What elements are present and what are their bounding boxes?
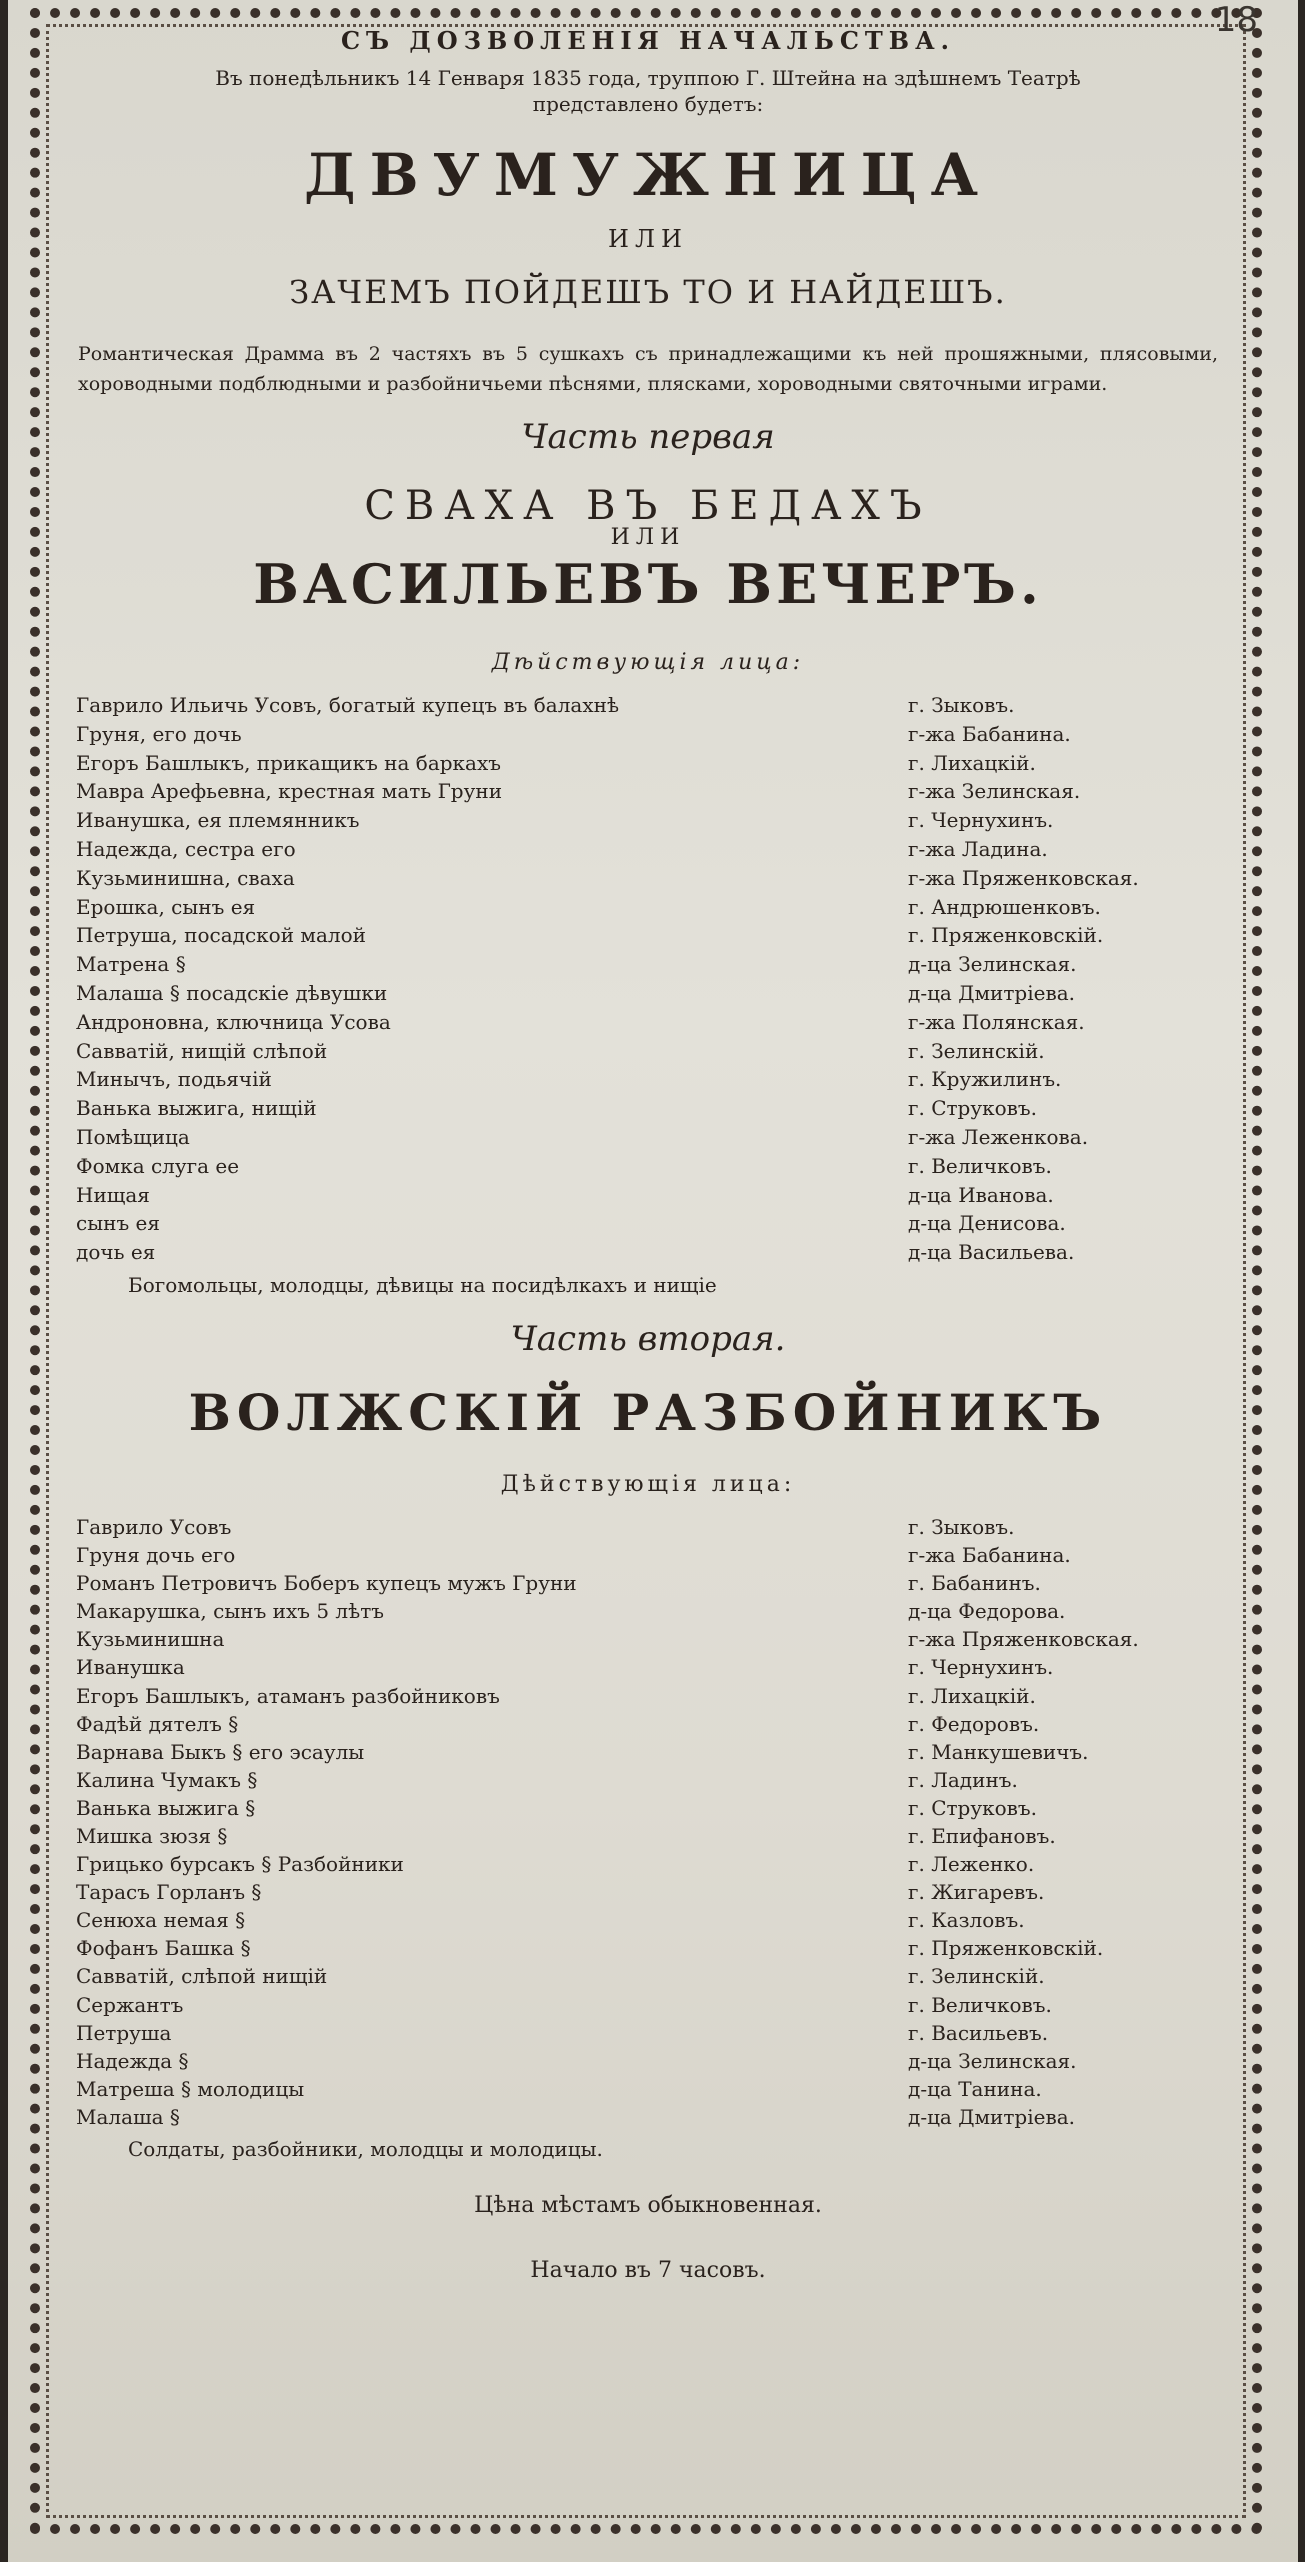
cast-actor: г. Чернухинъ.	[908, 808, 1054, 833]
cast-actor: г. Кружилинъ.	[908, 1067, 1062, 1092]
cast-row	[68, 1154, 1228, 1183]
cast-role: Андроновна, ключница Усова	[76, 1009, 391, 1034]
cast-role: дочь ея	[76, 1240, 156, 1265]
cast-row	[68, 1571, 1228, 1599]
cast-role: Груня дочь его	[76, 1543, 236, 1568]
cast-row	[68, 1936, 1228, 1964]
cast-role: Сенюха немая §	[76, 1908, 246, 1933]
cast-actor: г-жа Пряженковская.	[908, 865, 1139, 890]
part-two-extras: Солдаты, разбойники, молодцы и молодицы.	[128, 2137, 603, 2161]
cast-row	[68, 1796, 1228, 1824]
cast-role: Савватій, слѣпой нищій	[76, 1964, 328, 1989]
part-two-title: ВОЛЖСКІЙ РАЗБОЙНИКЪ	[188, 1382, 1108, 1442]
cast-role: Надежда, сестра его	[76, 836, 296, 861]
cast-row	[68, 1684, 1228, 1712]
cast-role: Кузьминишна, сваха	[76, 865, 295, 890]
cast-actor: г. Жигаревъ.	[908, 1880, 1045, 1905]
cast-actor: г. Пряженковскій.	[908, 1936, 1104, 1961]
cast-role: Гаврило Ильичь Усовъ, богатый купецъ въ балахнѣ	[76, 693, 620, 717]
cast-row	[68, 952, 1228, 981]
cast-role: Фофанъ Башка §	[76, 1936, 251, 1961]
cast-role: Сержантъ	[76, 1992, 184, 2017]
cast-actor: г. Струковъ.	[908, 1096, 1038, 1121]
part-two-cast-list	[68, 1515, 1228, 2133]
intro-line-2: представлено будетъ:	[532, 92, 764, 116]
cast-row	[68, 693, 1228, 722]
cast-role: Ерошка, сынъ ея	[76, 894, 256, 919]
cast-row	[68, 923, 1228, 952]
intro-text	[68, 65, 1228, 117]
cast-actor: г. Величковъ.	[908, 1992, 1052, 2017]
part-two-label: Часть вторая.	[510, 1318, 786, 1359]
cast-actor: г. Лихацкій.	[908, 750, 1036, 775]
permission-line: СЪ ДОЗВОЛЕНІЯ НАЧАЛЬСТВА.	[341, 26, 955, 55]
cast-role: Ванька выжига, нищій	[76, 1096, 317, 1121]
cast-actor: г. Струковъ.	[908, 1795, 1038, 1820]
cast-role: Нищая	[76, 1182, 150, 1207]
cast-role: Матрена §	[76, 952, 186, 977]
cast-role: Мавра Арефьевна, крестная мать Груни	[76, 779, 503, 804]
cast-row	[68, 1655, 1228, 1683]
folio-number: 18	[1214, 0, 1258, 40]
cast-actor: г. Ладинъ.	[908, 1767, 1018, 1792]
cast-actor: г. Лихацкій.	[908, 1683, 1036, 1708]
cast-row	[68, 1908, 1228, 1936]
cast-role: Фомка слуга ее	[76, 1153, 240, 1178]
part-one-extras: Богомольцы, молодцы, дѣвицы на посидѣлкахъ и нищіе	[128, 1272, 717, 1297]
cast-role: Фадѣй дятелъ §	[76, 1711, 239, 1736]
cast-row	[68, 1964, 1228, 1992]
part-one-cast-heading: Дѣйствующія лица:	[491, 650, 805, 675]
part-two-cast-heading: Дѣйствующія лица:	[500, 1471, 796, 1497]
cast-role: Иванушка	[76, 1655, 185, 1680]
part-one-title: СВАХА ВЪ БЕДАХЪ	[364, 483, 932, 529]
cast-actor: г-жа Бабанина.	[908, 1543, 1071, 1568]
cast-row	[68, 751, 1228, 780]
cast-role: Матреша § молодицы	[76, 2076, 305, 2101]
start-time: Начало въ 7 часовъ.	[530, 2258, 766, 2283]
cast-role: Петруша, посадской малой	[76, 923, 366, 948]
cast-row	[68, 1627, 1228, 1655]
cast-row	[68, 981, 1228, 1010]
cast-role: Малаша §	[76, 2104, 180, 2129]
cast-row	[68, 1096, 1228, 1125]
cast-actor: г. Зелинскій.	[908, 1038, 1045, 1063]
cast-row	[68, 1543, 1228, 1571]
cast-row	[68, 1880, 1228, 1908]
cast-row	[68, 1712, 1228, 1740]
cast-role: Егоръ Башлыкъ, атаманъ разбойниковъ	[76, 1683, 500, 1708]
or-separator: ИЛИ	[608, 225, 688, 253]
cast-row	[68, 866, 1228, 895]
cast-row	[68, 2105, 1228, 2133]
cast-role: Варнава Быкъ § его эсаулы	[76, 1739, 365, 1764]
cast-row	[68, 1125, 1228, 1154]
cast-role: Грицько бурсакъ § Разбойники	[76, 1852, 404, 1877]
cast-actor: д-ца Денисова.	[908, 1211, 1066, 1236]
cast-actor: г-жа Леженкова.	[908, 1124, 1089, 1149]
cast-actor: д-ца Федорова.	[908, 1599, 1066, 1624]
cast-row	[68, 1067, 1228, 1096]
cast-role: Романъ Петровичъ Боберъ купецъ мужъ Груни	[76, 1571, 577, 1596]
cast-actor: г. Епифановъ.	[908, 1823, 1056, 1848]
part-one-subtitle: ВАСИЛЬЕВЪ ВЕЧЕРЪ.	[253, 552, 1043, 616]
ticket-price: Цѣна мѣстамъ обыкновенная.	[474, 2193, 822, 2218]
part-one-label: Часть первая	[521, 417, 775, 457]
cast-row	[68, 1515, 1228, 1543]
cast-row	[68, 2021, 1228, 2049]
cast-role: Ванька выжига §	[76, 1795, 256, 1820]
cast-actor: г. Пряженковскій.	[908, 923, 1104, 948]
play-title: ДВУМУЖНИЦА	[304, 141, 992, 209]
cast-actor: г. Казловъ.	[908, 1908, 1025, 1933]
cast-role: Кузьминишна	[76, 1627, 225, 1652]
cast-actor: г-жа Ладина.	[908, 836, 1048, 861]
part-one-cast-list	[68, 693, 1228, 1269]
cast-role: Тарасъ Горланъ §	[76, 1880, 262, 1905]
cast-role: Мишка зюзя §	[76, 1823, 228, 1848]
cast-actor: г. Зыковъ.	[908, 693, 1015, 717]
cast-role: Малаша § посадскіе дѣвушки	[76, 980, 388, 1005]
cast-role: Петруша	[76, 2020, 172, 2045]
cast-row	[68, 1599, 1228, 1627]
cast-row	[68, 779, 1228, 808]
cast-row	[68, 1240, 1228, 1269]
cast-role: Гаврило Усовъ	[76, 1514, 232, 1539]
cast-actor: г. Чернухинъ.	[908, 1655, 1054, 1680]
cast-row	[68, 1740, 1228, 1768]
cast-role: Помѣщица	[76, 1124, 190, 1149]
cast-row	[68, 2049, 1228, 2077]
playbill-sheet	[8, 0, 1298, 2562]
genre-description: Романтическая Драмма въ 2 частяхъ въ 5 сушкахъ съ принадлежащими къ ней прошяжными, плясовыми, хороводными подблюдными и разбойничьеми пѣснями, плясками, хороводными святочными играми.	[78, 343, 1218, 395]
cast-actor: г. Андрюшенковъ.	[908, 894, 1101, 919]
cast-row	[68, 1183, 1228, 1212]
cast-row	[68, 1993, 1228, 2021]
cast-actor: д-ца Зелинская.	[908, 952, 1077, 977]
cast-role: Иванушка, ея племянникъ	[76, 808, 360, 833]
cast-row	[68, 1824, 1228, 1852]
cast-row	[68, 2077, 1228, 2105]
cast-actor: г-жа Пряженковская.	[908, 1627, 1139, 1652]
cast-actor: д-ца Иванова.	[908, 1182, 1054, 1207]
cast-actor: д-ца Васильева.	[908, 1240, 1075, 1265]
cast-role: Минычъ, подьячій	[76, 1067, 272, 1092]
cast-actor: д-ца Дмитріева.	[908, 2104, 1076, 2129]
cast-role: Савватій, нищій слѣпой	[76, 1038, 328, 1063]
cast-role: Калина Чумакъ §	[76, 1767, 258, 1792]
cast-actor: г. Манкушевичъ.	[908, 1739, 1089, 1764]
cast-actor: г. Бабанинъ.	[908, 1571, 1041, 1596]
cast-actor: г-жа Полянская.	[908, 1009, 1085, 1034]
playbill-content	[68, 22, 1228, 2283]
cast-actor: г. Васильевъ.	[908, 2020, 1049, 2045]
cast-actor: д-ца Дмитріева.	[908, 980, 1076, 1005]
cast-actor: г. Зелинскій.	[908, 1964, 1045, 1989]
play-subtitle: ЗАЧЕМЪ ПОЙДЕШЪ ТО И НАЙДЕШЪ.	[289, 273, 1007, 311]
cast-actor: г-жа Зелинская.	[908, 779, 1081, 804]
cast-row	[68, 837, 1228, 866]
cast-row	[68, 722, 1228, 751]
cast-role: Егоръ Башлыкъ, прикащикъ на баркахъ	[76, 750, 501, 775]
intro-line-1: Въ понедѣльникъ 14 Генваря 1835 года, труппою Г. Штейна на здѣшнемъ Театрѣ	[215, 66, 1081, 90]
cast-actor: г. Федоровъ.	[908, 1711, 1040, 1736]
cast-role: Макарушка, сынъ ихъ 5 лѣтъ	[76, 1599, 384, 1624]
cast-actor: г. Величковъ.	[908, 1153, 1052, 1178]
cast-role: Надежда §	[76, 2048, 189, 2073]
cast-actor: г-жа Бабанина.	[908, 721, 1071, 746]
cast-actor: г. Леженко.	[908, 1852, 1035, 1877]
cast-role: Груня, его дочь	[76, 721, 242, 746]
cast-row	[68, 1010, 1228, 1039]
cast-actor: г. Зыковъ.	[908, 1514, 1015, 1539]
cast-row	[68, 895, 1228, 924]
cast-actor: д-ца Танина.	[908, 2076, 1042, 2101]
cast-row	[68, 1211, 1228, 1240]
cast-row	[68, 1039, 1228, 1068]
cast-row	[68, 1768, 1228, 1796]
cast-role: сынъ ея	[76, 1211, 160, 1236]
part-one-or: ИЛИ	[610, 525, 686, 550]
cast-actor: д-ца Зелинская.	[908, 2048, 1077, 2073]
cast-row	[68, 808, 1228, 837]
cast-row	[68, 1852, 1228, 1880]
